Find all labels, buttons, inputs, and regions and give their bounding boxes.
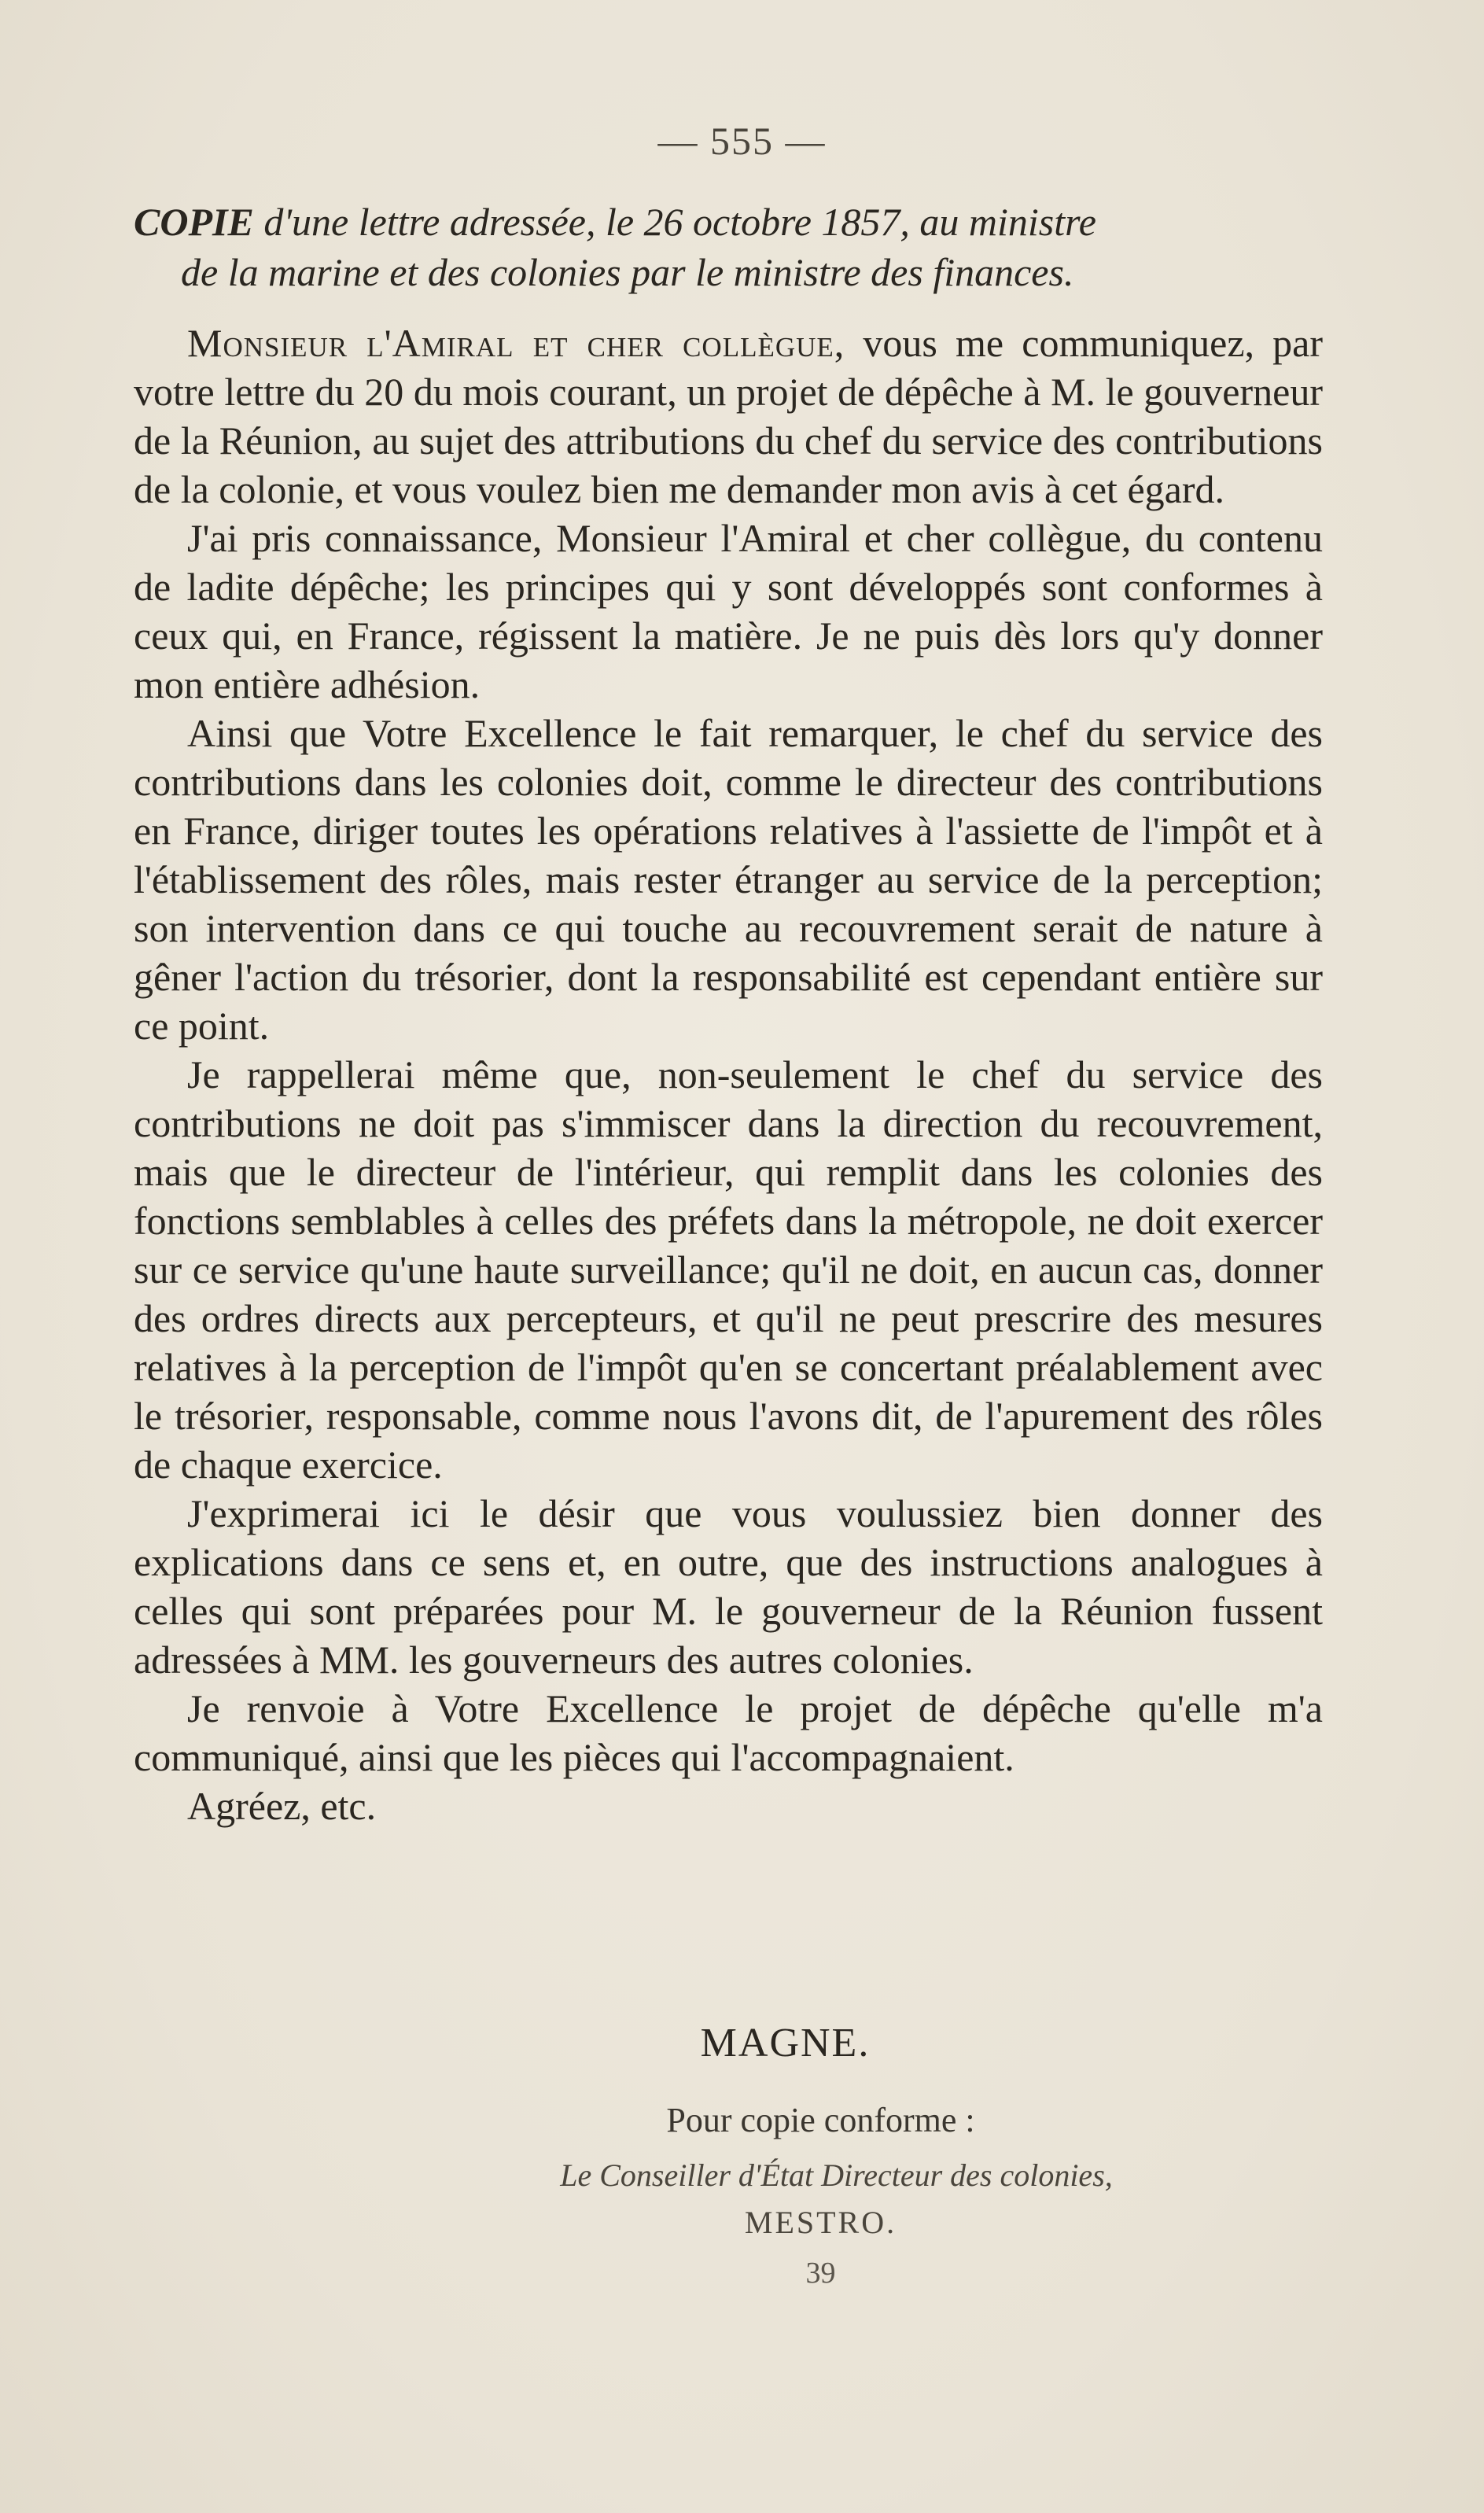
paragraph-1: [134, 319, 1323, 514]
paragraph-5: J'exprimerai ici le désir que vous voulussiez bien donner des explications dans ce sens et, en outre, que des instructions analogues à celles qui sont préparées pour M. le gouverneur de la Réunion fussent adressées à MM. les gouverneurs des autres colonies.: [134, 1491, 1323, 1682]
letter-body: [134, 319, 1323, 1830]
closing: Agréez, etc.: [187, 1784, 377, 1828]
heading-line1: d'une lettre adressée, le 26 octobre 1857, au ministre: [253, 200, 1096, 244]
signature: MAGNE.: [700, 2021, 871, 2065]
heading-label: COPIE: [134, 200, 254, 244]
printer-signature-mark: 39: [805, 2257, 836, 2290]
paragraph-4: Je rappellerai même que, non-seulement le chef du service des contributions ne doit pas s'immiscer dans la direction du recouvrement, mais que le directeur de l'intérieur, qui remplit dans les colonies des fonctions semblables à celles des préfets dans la métropole, ne doit exercer sur ce service qu'une haute surveillance; qu'il ne doit, en aucun cas, donner des ordres directs aux percepteurs, et qu'il ne peut prescrire des mesures relatives à la perception de l'impôt qu'en se concertant préalablement avec le trésorier, responsable, comme nous l'avons dit, de l'apurement des rôles de chaque exercice.: [134, 1052, 1323, 1487]
document-heading: [134, 197, 1323, 297]
page-number-header: — 555 —: [657, 119, 827, 163]
paragraph-3: Ainsi que Votre Excellence le fait remarquer, le chef du service des contributions dans les colonies doit, comme le directeur des contributions en France, diriger toutes les opérations relatives à l'assiette de l'impôt et à l'établissement des rôles, mais rester étranger au service de la perception; son intervention dans ce qui touche au recouvrement serait de nature à gêner l'action du trésorier, dont la responsabilité est cependant entière sur ce point.: [134, 711, 1323, 1048]
paragraph-1-text: vous me communiquez, par votre lettre du 20 du mois courant, un projet de dépêche à M. le gouverneur de la Réunion, au sujet des attributions du chef du service des contributions de la colonie, et vous voulez bien me demander mon avis à cet égard.: [134, 321, 1323, 511]
certification-label: Pour copie conforme :: [666, 2101, 975, 2139]
certifying-officer-name: MESTRO.: [744, 2205, 897, 2240]
paragraph-2: J'ai pris connaissance, Monsieur l'Amiral et cher collègue, du contenu de ladite dépêche; les principes qui y sont développés sont conformes à ceux qui, en France, régissent la matière. Je ne puis dès lors qu'y donner mon entière adhésion.: [134, 516, 1323, 706]
salutation: Monsieur l'Amiral et cher collègue,: [187, 321, 845, 365]
certifying-officer-title: Le Conseiller d'État Directeur des colonies,: [560, 2157, 1113, 2193]
paragraph-6: Je renvoie à Votre Excellence le projet de dépêche qu'elle m'a communiqué, ainsi que les pièces qui l'accompagnaient.: [134, 1686, 1323, 1779]
heading-line2: de la marine et des colonies par le ministre des finances.: [181, 250, 1074, 294]
